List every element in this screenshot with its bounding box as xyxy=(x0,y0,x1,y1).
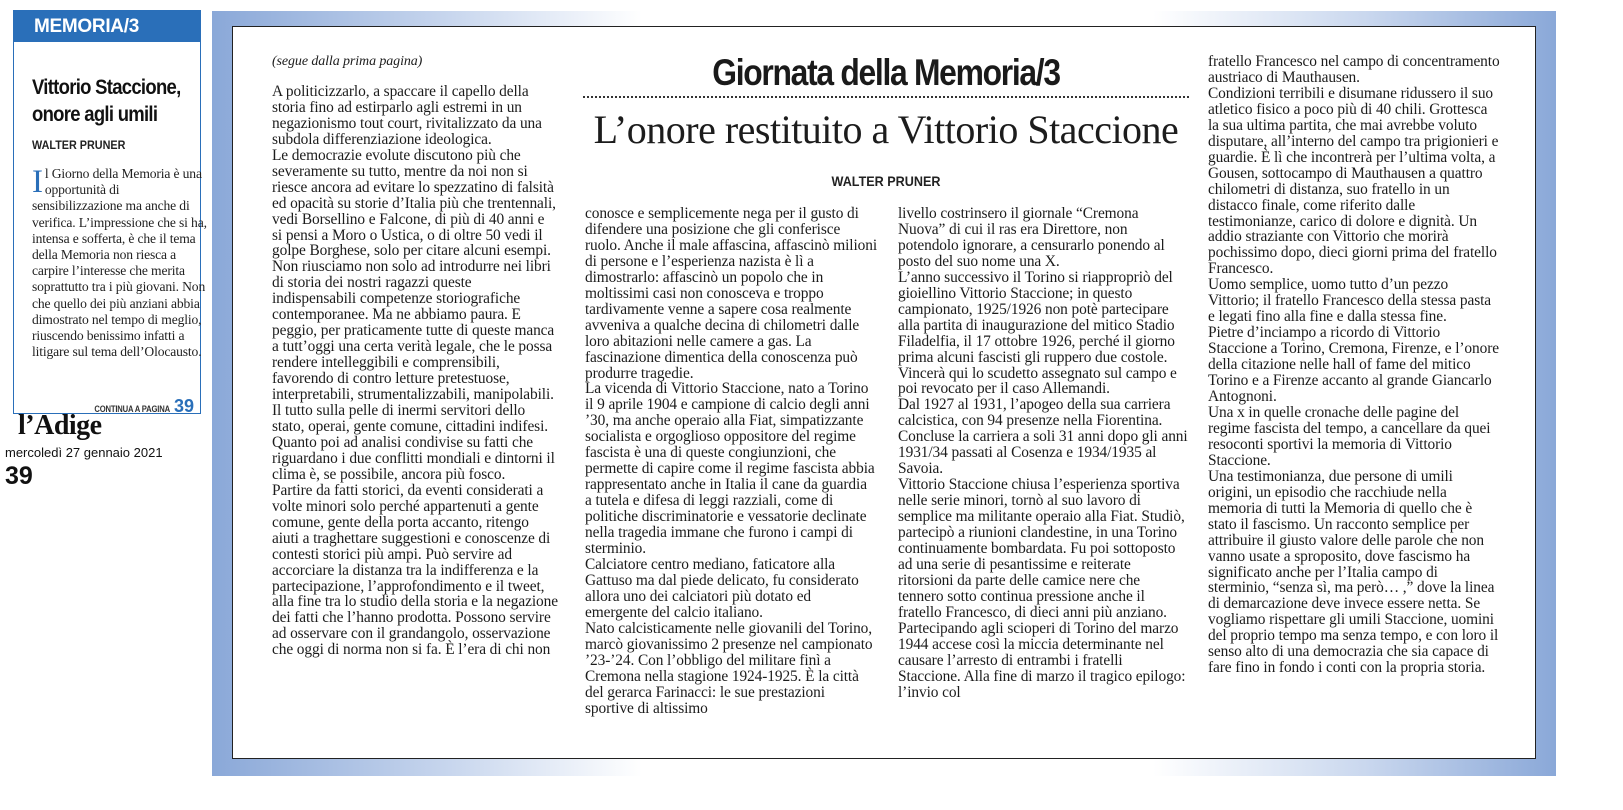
article-kicker: Giornata della Memoria/3 xyxy=(712,52,1060,93)
newspaper-logo: l’Adige xyxy=(18,410,102,441)
article-column-3 xyxy=(898,206,1188,701)
continued-note: (segue dalla prima pagina) xyxy=(272,54,423,69)
dotted-divider xyxy=(583,96,1189,98)
paragraph: Partire da fatti storici, da eventi considerati a volte minori solo perché appartenuti a gente comune, gente della porta accanto, ritengo aiuti a traghettare suggestioni e conoscenze di contesti storici più ampi. Può servire ad accorciare la distanza tra la indifferenza e la partecipazione, l’approfondimento e il tweet, alla fine tra lo studio della storia e la negazione dei fatti che l’hanno prodotta. Possono servire ad osservare con il grandangolo, osservazione che oggi di norma non si fa. È l’era di chi non xyxy=(272,481,558,659)
teaser-title: Vittorio Staccione, onore agli umili xyxy=(32,76,181,126)
front-page-teaser xyxy=(13,10,207,416)
teaser-author: WALTER PRUNER xyxy=(32,138,126,152)
paragraph: Pietre d’inciampo a ricordo di Vittorio Staccione a Torino, Cremona, Firenze, e l’onore della citazione nelle hall of fame del mitico Torino e a Firenze accanto al grande Giancarlo Antognoni. xyxy=(1208,324,1499,406)
continue-label: CONTINUA A PAGINA xyxy=(94,404,170,414)
teaser-text xyxy=(32,166,210,360)
paragraph: L’anno successivo il Torino si riappropriò del gioiellino Vittorio Staccione; in questo campionato, 1925/1926 non potè partecipare alla partita di inaugurazione del mitico Stadio Filadelfia, il 17 ottobre 1926, perché il giorno prima alcuni fascisti gli ruppero due costole. Vincerà qui lo scudetto assegnato sul campo e poi revocato per il caso Allemandi. xyxy=(898,268,1177,398)
paragraph: Vittorio Staccione chiusa l’esperienza sportiva nelle serie minori, tornò al suo lavoro di semplice ma militante operaio alla Fiat. Studiò, partecipò a riunioni clandestine, in una Torino continuamente bombardata. Fu poi sottoposto ad una serie di pesantissime e reiterate ritorsioni da parte delle camice nere che tennero sotto continua pressione anche il fratello Francesco, di dieci anni più anziano. xyxy=(898,476,1185,621)
article-column-1 xyxy=(272,54,558,658)
continue-page-number: 39 xyxy=(173,396,194,416)
article-header xyxy=(583,52,1189,189)
drop-cap: I xyxy=(32,164,43,200)
teaser-body: l Giorno della Memoria è una opportunità di sensibilizzazione ma anche di verifica. L’impressione che si ha, intensa e sofferta, è che il tema della Memoria non riesca a carpire l’interesse che merita soprattutto tra i più giovani. Non che quello dei più anziani abbia dimostrato nel tempo di meglio, riuscendo benissimo infatti a litigare sul tema dell’Olocausto. xyxy=(32,166,207,360)
paragraph: conosce e semplicemente nega per il gusto di difendere una posizione che gli conferisce ruolo. Anche il male affascina, affascinò milioni di persone e l’esperienza nazista è lì a dimostrarlo: affascinò un popolo che in moltissimi casi non conosceva e troppo tardivamente venne a sapere cosa realmente avveniva a qualche decina di chilometri dalle loro abitazioni nelle camere a gas. La fascinazione dimentica della conoscenza può produrre tragedie. xyxy=(585,205,877,382)
paragraph: Dal 1927 al 1931, l’apogeo della sua carriera calcistica, con 94 presenze nella Fiorentina. Concluse la carriera a soli 31 anni dopo gli anni 1931/34 passati al Cosenza e 1934/1935 al Savoia. xyxy=(898,396,1188,478)
paragraph: Calciatore centro mediano, faticatore alla Gattuso ma dal piede delicato, fu considerato allora uno dei calciatori più dotato ed emergente del calcio italiano. xyxy=(585,555,859,621)
paragraph: Una testimonianza, due persone di umili origini, un episodio che racchiude nella memoria di tutti la Memoria di quello che è stato il fascismo. Un racconto semplice per attribuire il giusto valore delle parole che non vanno usate a sproposito, dove fascismo ha significato anche per l’Italia campo di sterminio, “senza sì, ma però… ,” dove la linea di demarcazione deve invece essere netta. Se vogliamo rispettare gli umili Staccione, uomini del proprio tempo ma senza tempo, e con loro il senso alto di una democrazia che sia capace di fare fino in fondo i conti con la propria storia. xyxy=(1208,467,1499,677)
issue-date: mercoledì 27 gennaio 2021 xyxy=(5,445,163,460)
paragraph: Uomo semplice, uomo tutto d’un pezzo Vittorio; il fratello Francesco della stessa pasta e legati fino alla fine e dalla stessa fine. xyxy=(1208,276,1491,326)
article-column-2 xyxy=(585,206,877,717)
paragraph: Una x in quelle cronache delle pagine del regime fascista del tempo, a cancellare da quei resoconti sportivi la memoria di Vittorio Staccione. xyxy=(1208,403,1491,469)
page-number: 39 xyxy=(5,462,33,490)
paragraph: Non riusciamo non solo ad introdurre nei libri di storia dei nostri ragazzi queste indispensabili competenze storiografiche contemporanee. Ma ne abbiamo paura. E peggio, per praticamente tutte di queste manca a tutt’oggi una certa verità legale, che le possa rendere intelleggibili e comprensibili, favorendo di contro letture pretestuose, interpretabili, strumentalizzabili, manipolabili. Il tutto sulla pelle di inermi servitori dello stato, operai, gente comune, cittadini indifesi. xyxy=(272,258,555,435)
article-headline: L’onore restituito a Vittorio Staccione xyxy=(593,107,1179,152)
paragraph: A politicizzarlo, a spaccare il capello della storia fino ad estirparlo agli estremi in un negazionismo tout court, rivitalizzato da una subdola differenziazione ideologica. xyxy=(272,82,542,148)
paragraph: La vicenda di Vittorio Staccione, nato a Torino il 9 aprile 1904 e campione di calcio degli anni ’30, ma anche operaio alla Fiat, simpatizzante socialista e orgoglioso oppositore del regime fascista è una di queste congiunzioni, che permette di capire come il regime fascista abbia rappresentato anche in Italia il cane da guardia a tutela e difesa di leggi razziali, come di politiche discriminatorie e vessatorie declinate nella tragedia immane che furono i campi di sterminio. xyxy=(585,380,875,558)
paragraph: Condizioni terribili e disumane ridussero il suo atletico fisico a poco più di 40 chili. Grottesca la sua ultima partita, che mai avrebbe voluto disputare, all’interno del campo tra prigionieri e guardie. È lì che incontrerà per l’ultima volta, a Gousen, sottocampo di Mauthausen a quattro chilometri di distanza, suo fratello in un distacco finale, come riferito dalle testimonianze, carico di dolore e dignità. Un addio straziante con Vittorio che morirà pochissimo dopo, dieci giorni prima del fratello Francesco. xyxy=(1208,84,1499,278)
paragraph: fratello Francesco nel campo di concentramento austriaco di Mauthausen. xyxy=(1208,53,1500,86)
paragraph: Le democrazie evolute discutono più che severamente su tutto, mentre da noi non si riesce ancora ad evitare lo spezzatino di falsità ed opacità su storie d’Italia più che trentennali, vedi Borsellino e Falcone, di più di 40 anni e si pensi a Moro o Ustica, o di oltre 50 vedi il golpe Borghese, solo per citare alcuni esempi. xyxy=(272,146,556,260)
paragraph: Partecipando agli scioperi di Torino del marzo 1944 accese così la miccia determinante nel causare l’arresto di entrambi i fratelli Staccione. Alla fine di marzo il tragico epilogo: l’invio col xyxy=(898,619,1186,701)
article-column-4 xyxy=(1208,54,1500,676)
section-tag: MEMORIA/3 xyxy=(14,11,200,42)
sidebar xyxy=(0,0,212,810)
paragraph: Nato calcisticamente nelle giovanili del Torino, marcò giovanissimo 2 presenze nel campionato ’23-’24. Con l’obbligo del militare finì a Cremona nella stagione 1924-1925. È la città del gerarca Farinacci: le sue prestazioni sportive di altissimo xyxy=(585,619,873,717)
article-byline: WALTER PRUNER xyxy=(831,173,941,189)
paragraph: livello costrinsero il giornale “Cremona Nuova” di cui il ras era Direttore, non potendolo ignorare, a censurarlo ponendo al posto del suo nome una X. xyxy=(898,205,1165,270)
paragraph: Quanto poi ad analisi condivise su fatti che riguardano i due conflitti mondiali e dintorni il clima è, se possibile, ancora più fosco. xyxy=(272,433,555,483)
